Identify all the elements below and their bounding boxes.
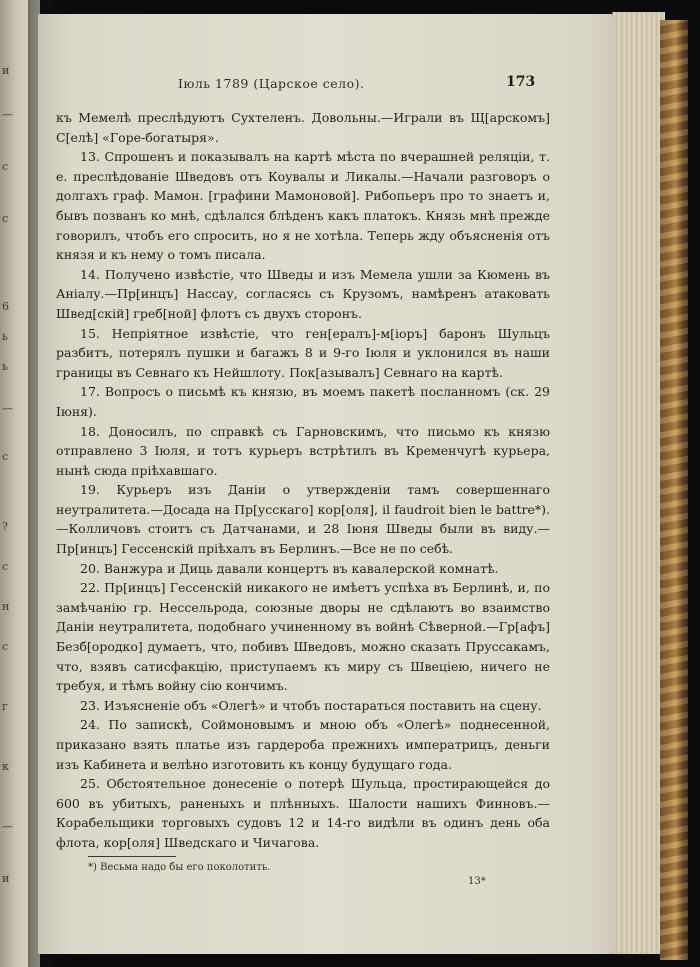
page-number: 173 <box>506 74 536 90</box>
left-page-fragment: — <box>2 820 13 833</box>
book-cover-edge <box>660 20 688 960</box>
paragraph: 18. Доносилъ, по справкѣ съ Гарновскимъ, что письмо къ князю отправлено 3 Іюля, и тотъ курьеръ встрѣтилъ въ Кременчугѣ курьера, нынѣ сюда пріѣхавшаго. <box>56 423 550 478</box>
left-page-fragment: — <box>2 402 13 415</box>
left-page-fragment: ? <box>2 520 8 533</box>
paragraph: 25. Обстоятельное донесеніе о потерѣ Шульца, простирающейся до 600 въ убитыхъ, раненыхъ и плѣнныхъ. Шалости нашихъ Финновъ.—Корабельщики торговыхъ судовъ 12 и 14-го видѣли въ одинъ день оба флота, кор[оля] Шведскаго и Чичагова. <box>56 776 550 850</box>
page-body <box>56 108 550 853</box>
left-page-fragment: с <box>2 160 9 173</box>
paragraph: 13. Спрошенъ и показывалъ на картѣ мѣста по вчерашней реляціи, т. е. преслѣдованіе Шведовъ отъ Коувалы и Ликалы.—Начали разговоръ о долгахъ граф. Мамон. [графини Мамоновой]. Рибопьеръ про то знаетъ и, бывъ позванъ ко мнѣ, сдѣлался блѣденъ какъ платокъ. Князь мнѣ прежде говорилъ, чтобъ его спросить, но я не хотѣла. Теперь жду объясненія отъ князя и къ нему о томъ писала. <box>56 149 550 263</box>
signature-mark: 13* <box>468 876 486 887</box>
paragraph: къ Мемелѣ преслѣдуютъ Сухтеленъ. Довольны.—Играли въ Щ[арскомъ] С[елѣ] «Горе-богатыря». <box>56 110 550 145</box>
paragraph: 20. Ванжура и Диць давали концертъ въ кавалерской комнатѣ. <box>80 560 499 576</box>
paragraph: 15. Непріятное извѣстіе, что ген[ералъ]-м[іоръ] баронъ Шульцъ разбитъ, потерялъ пушки и багажъ 8 и 9-го Іюля и уклонился въ наши границы въ Севнаго къ Нейшлоту. Пок[азывалъ] Севнаго на картѣ. <box>56 325 550 380</box>
paragraph: 23. Изъясненіе объ «Олегѣ» и чтобъ постараться поставить на сцену. <box>80 697 542 713</box>
left-page-fragment: ь <box>2 330 8 343</box>
left-page-fragment: с <box>2 450 9 463</box>
left-page-fragment: и <box>2 64 10 77</box>
left-page-fragment: к <box>2 760 9 773</box>
left-page-fragment: ь <box>2 360 8 373</box>
paragraph: 14. Получено извѣстіе, что Шведы и изъ Мемела ушли за Кюмень въ Аніалу.—Пр[инцъ] Нассау, согласясь съ Крузомъ, намѣренъ атаковать Швед[скій] греб[ной] флотъ съ двухъ сторонъ. <box>56 266 550 321</box>
paragraph: 22. Пр[инцъ] Гессенскій никакого не имѣетъ успѣха въ Берлинѣ, и, по замѣчанію гр. Нессельрода, союзные дворы не сдѣлаютъ во взаимство Даніи неутралитета, подобнаго учиненному въ войнѣ Сѣверной.—Гр[афъ] Безб[ородко] думаетъ, что, побивъ Шведовъ, можно сказать Пруссакамъ, что, взявъ сатисфакцію, приступаемъ къ миру съ Швеціею, ничего не требуя, и тѣмъ войну сію кончимъ. <box>56 580 550 694</box>
left-page-fragment: — <box>2 108 13 121</box>
left-page-fragment: с <box>2 560 9 573</box>
page-header <box>38 74 616 98</box>
paragraph: 17. Вопросъ о письмѣ къ князю, въ моемъ пакетѣ посланномъ (ск. 29 Іюня). <box>56 384 550 419</box>
book-page <box>38 14 616 954</box>
left-page-fragment: и <box>2 872 10 885</box>
running-head: Іюль 1789 (Царское село). <box>178 76 365 91</box>
left-page-fragment: г <box>2 700 8 713</box>
page-edges <box>612 12 665 954</box>
left-page-fragment: н <box>2 600 10 613</box>
paragraph: 19. Курьеръ изъ Даніи о утвержденіи тамъ совершеннаго неутралитета.—Досада на Пр[усскаго] кор[оля], il faudroit bien le battre*).—Колличовъ стоитъ съ Датчанами, и 28 Іюня Шведы были въ виду.—Пр[инцъ] Гессенскій пріѣхалъ въ Берлинъ.—Все не по себѣ. <box>56 482 550 557</box>
left-page-fragment: 6 <box>2 300 9 313</box>
left-page-fragment: с <box>2 640 9 653</box>
footnote-rule <box>88 856 176 857</box>
left-page-fragment: с <box>2 212 9 225</box>
paragraph: 24. По запискѣ, Соймоновымъ и мною объ «Олегѣ» поднесенной, приказано взять платье изъ гардероба прежнихъ императрицъ, деньги изъ Кабинета и велѣно изготовить къ концу будущаго года. <box>56 717 550 772</box>
footnote: *) Весьма надо бы его поколотить. <box>88 862 271 873</box>
